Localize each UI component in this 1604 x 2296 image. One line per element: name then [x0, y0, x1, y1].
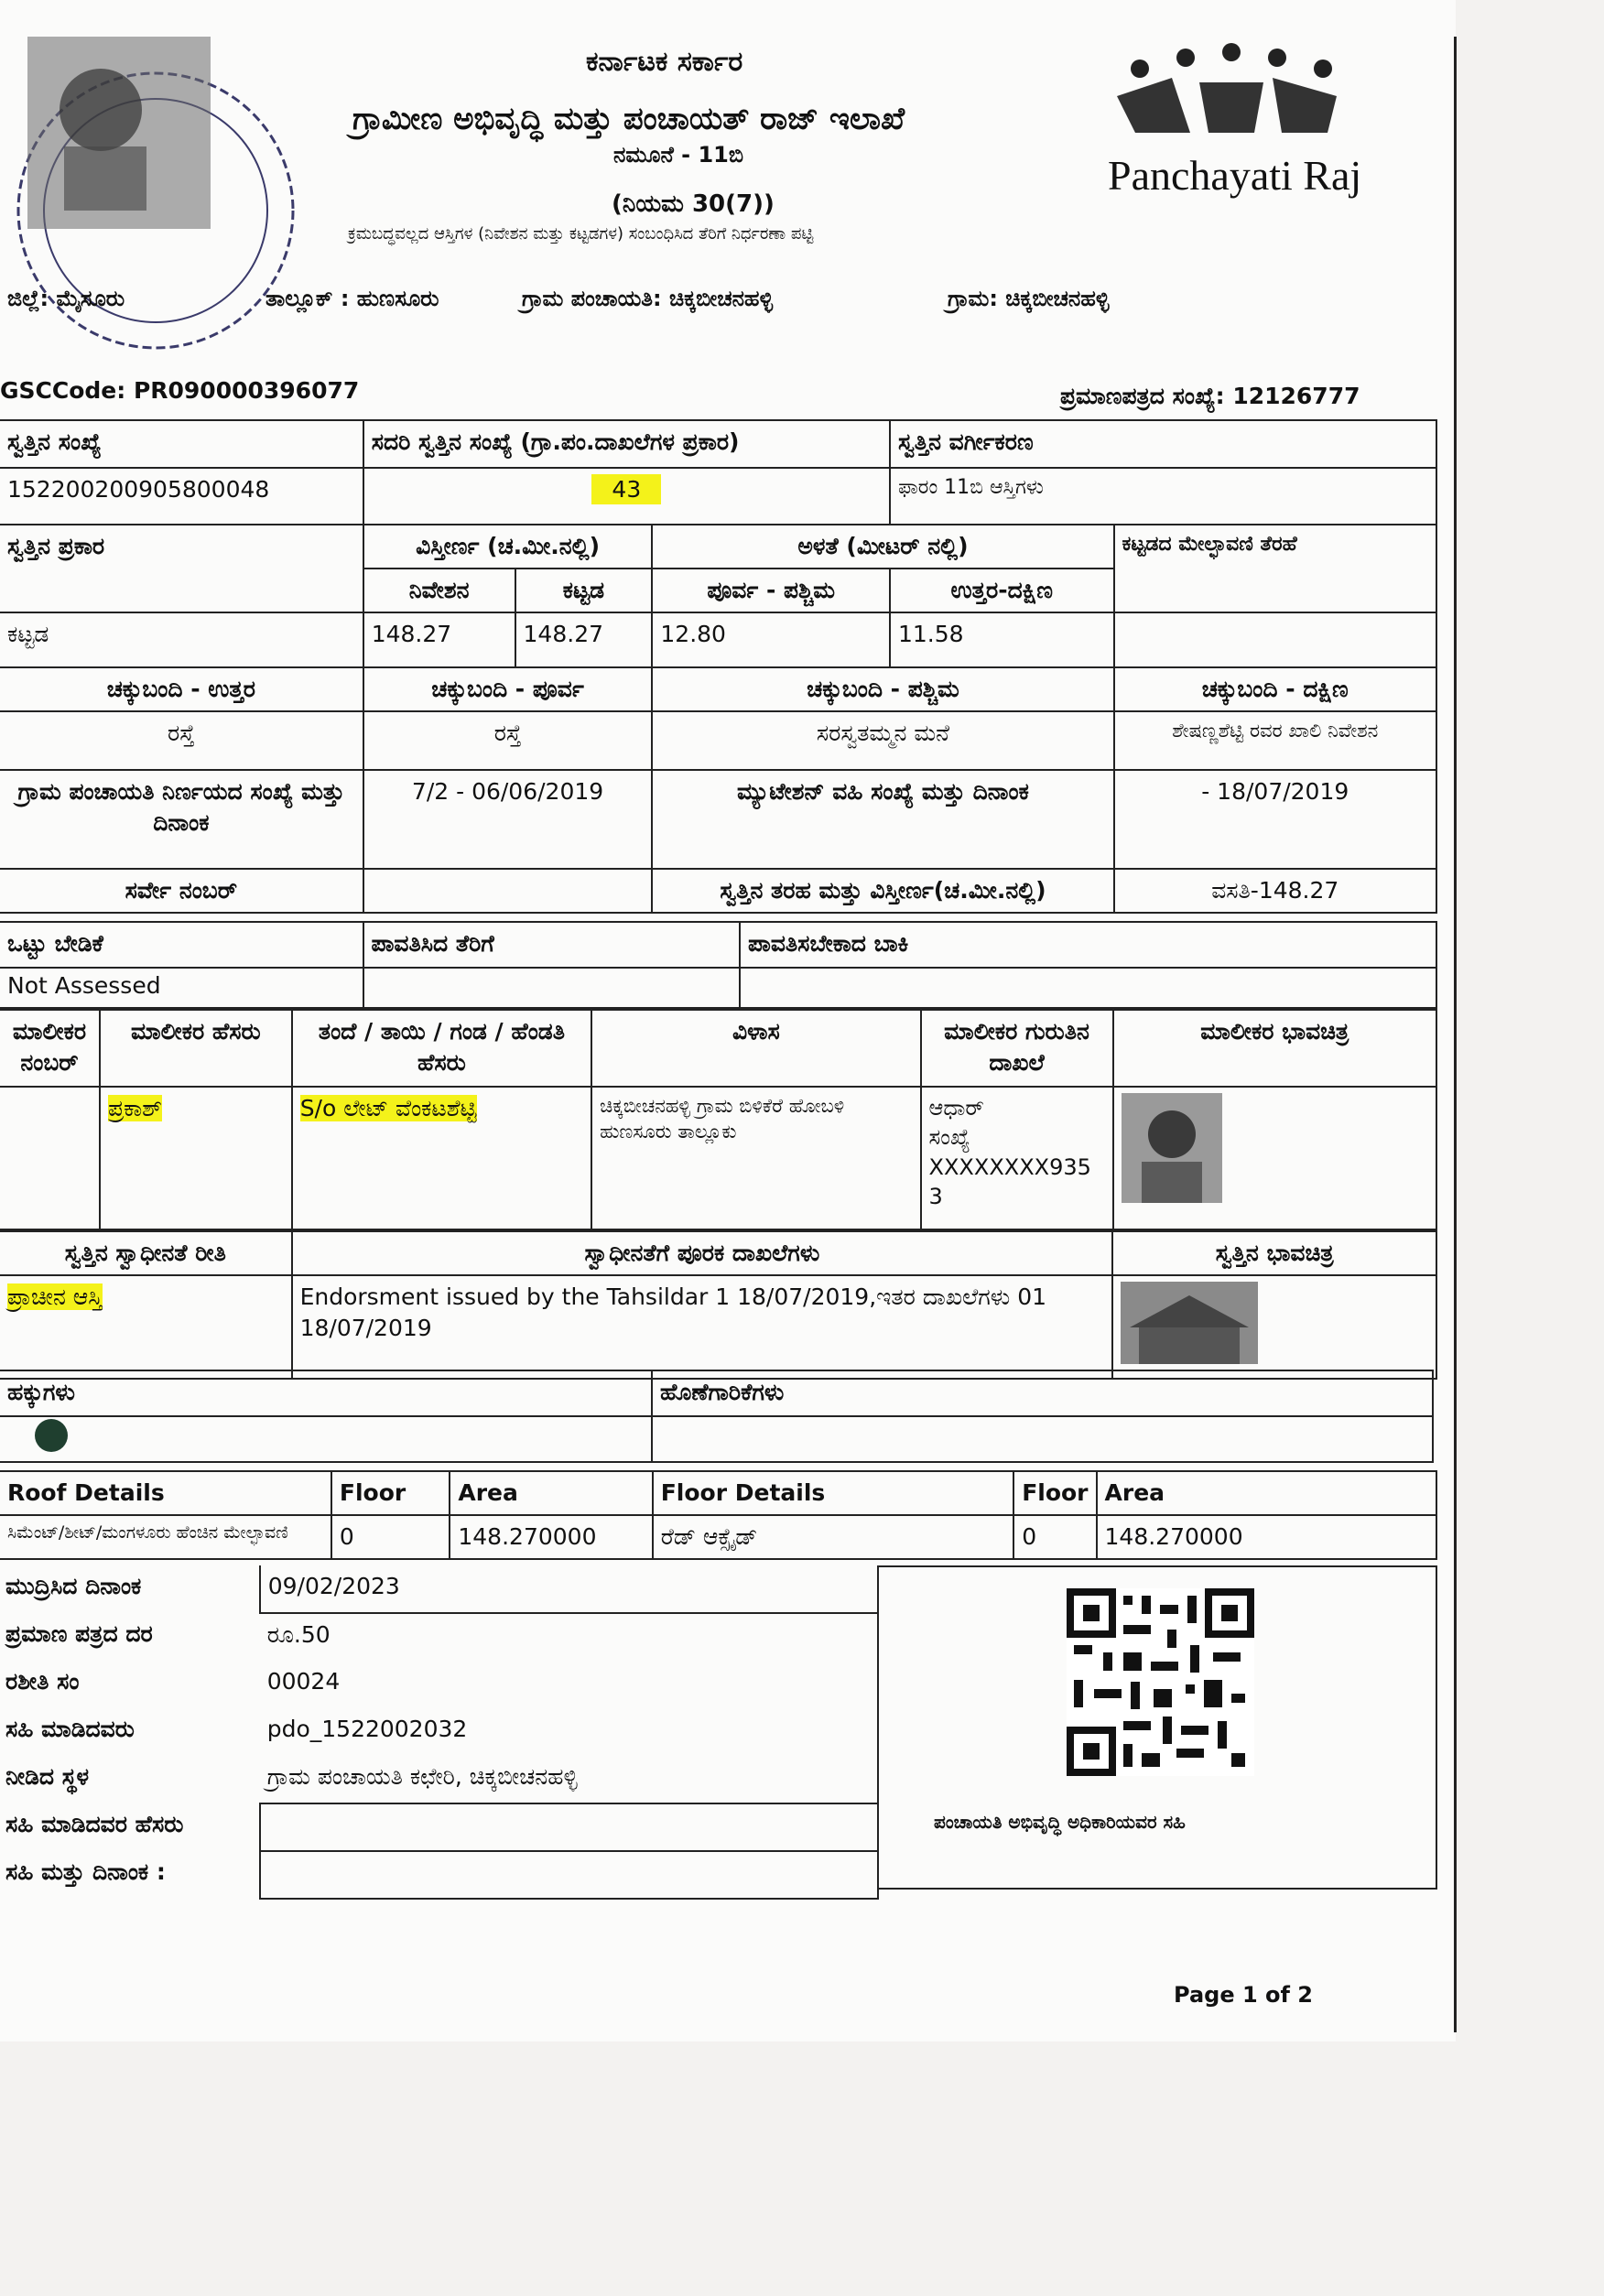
h-mutation: ಮ್ಯುಟೇಶನ್ ವಹಿ ಸಂಖ್ಯೆ ಮತ್ತು ದಿನಾಂಕ	[652, 770, 1113, 869]
page-number: Page 1 of 2	[1174, 1982, 1313, 2008]
h-area: ವಿಸ್ತೀರ್ಣ (ಚ.ಮೀ.ನಲ್ಲಿ)	[363, 525, 653, 569]
h-sign-date: ಸಹಿ ಮತ್ತು ದಿನಾಂಕ :	[5, 1858, 166, 1885]
h-liabilities: ಹೊಣೆಗಾರಿಕೆಗಳು	[652, 1370, 1433, 1416]
h-sadaru-no: ಸದರಿ ಸ್ವತ್ತಿನ ಸಂಖ್ಯೆ (ಗ್ರಾ.ಪಂ.ದಾಖಲೆಗಳ ಪ್ರಕಾರ)	[363, 420, 890, 468]
h-class: ಸ್ವತ್ತಿನ ವರ್ಗೀಕರಣ	[890, 420, 1436, 468]
gp-resolution: 7/2 - 06/06/2019	[363, 770, 653, 869]
ownership-docs-line1: Endorsment issued by the Tahsildar 1 18/07/2019,ಇತರ ದಾಖಲೆಗಳು 01	[299, 1283, 1047, 1310]
h-paid-tax: ಪಾವತಿಸಿದ ತೆರಿಗೆ	[363, 922, 740, 968]
owner-no	[0, 1087, 100, 1229]
h-gp-resolution: ಗ್ರಾಮ ಪಂಚಾಯತಿ ನಿರ್ಣಯದ ಸಂಖ್ಯೆ ಮತ್ತು ದಿನಾಂಕ	[0, 770, 363, 869]
boundary-north: ರಸ್ತೆ	[0, 711, 363, 770]
h-signer-name: ಸಹಿ ಮಾಡಿದವರ ಹೆಸರು	[5, 1811, 184, 1837]
boundary-west: ಸರಸ್ವತಮ್ಮನ ಮನೆ	[652, 711, 1113, 770]
issue-info-table	[0, 1565, 879, 1900]
h-owner-no: ಮಾಲೀಕರ ನಂಬರ್	[0, 1010, 100, 1087]
building-area: 148.27	[515, 612, 653, 667]
prop-class: ಫಾರಂ 11ಬಿ ಆಸ್ತಿಗಳು	[890, 468, 1436, 525]
paid-tax	[363, 968, 740, 1008]
ownership-table	[0, 1230, 1437, 1380]
h-survey: ಸರ್ವೇ ನಂಬರ್	[0, 869, 363, 913]
h-receipt: ರಶೀತಿ ಸಂ	[5, 1668, 80, 1695]
gsc-code: GSCCode: PR090000396077	[0, 377, 360, 404]
property-table	[0, 419, 1437, 914]
h-owner-name: ಮಾಲೀಕರ ಹೆಸರು	[100, 1010, 292, 1087]
h-total-demand: ಒಟ್ಟು ಬೇಡಿಕೆ	[0, 922, 363, 968]
certificate-number: ಪ್ರಮಾಣಪತ್ರದ ಸಂಖ್ಯೆ: 12126777	[1060, 383, 1360, 409]
mutation: - 18/07/2019	[1114, 770, 1436, 869]
owner-id-type: ಆಧಾರ್	[928, 1095, 984, 1121]
panchayati-raj-logo-icon	[1099, 41, 1364, 142]
issue-place: ಗ್ರಾಮ ಪಂಚಾಯತಿ ಕಛೇರಿ, ಚಿಕ್ಕಬೀಚನಹಳ್ಳಿ	[260, 1756, 878, 1803]
roof-floor: 0	[331, 1515, 450, 1559]
govt-title: ಕರ್ನಾಟಕ ಸರ್ಕಾರ	[586, 46, 743, 78]
owner-address: ಚಿಕ್ಕಬೀಚನಹಳ್ಳಿ ಗ್ರಾಮ ಬಿಳಿಕೆರೆ ಹೋಬಳಿ ಹುಣಸೂರು ತಾಲ್ಲೂಕು	[591, 1087, 920, 1229]
roof-type	[1114, 612, 1436, 667]
prop-type: ಕಟ್ಟಡ	[0, 612, 363, 667]
site-area: 148.27	[363, 612, 515, 667]
h-fee: ಪ್ರಮಾಣ ಪತ್ರದ ದರ	[5, 1620, 153, 1647]
fee: ರೂ.50	[266, 1621, 331, 1648]
ownership-docs-line2: 18/07/2019	[299, 1314, 432, 1341]
h-roof-area: Area	[450, 1471, 652, 1515]
ew-length: 12.80	[652, 612, 890, 667]
h-roof: ಕಟ್ಟಡದ ಮೇಲ್ಛಾವಣಿ ತೆರಹೆ	[1114, 525, 1436, 612]
h-boundary-east: ಚಕ್ಕುಬಂದಿ - ಪೂರ್ವ	[363, 667, 653, 711]
owner-name: ಪ್ರಕಾಶ್	[107, 1095, 162, 1121]
h-ownership-mode: ಸ್ವತ್ತಿನ ಸ್ವಾಧೀನತೆ ರೀತಿ	[0, 1231, 292, 1275]
owner-photo	[1122, 1093, 1222, 1203]
floor-detail: ರೆಡ್ ಆಕ್ಸೈಡ್	[653, 1515, 1013, 1559]
h-ns: ಉತ್ತರ-ದಕ್ಷಿಣ	[890, 569, 1114, 612]
form-number: ನಮೂನೆ - 11ಬಿ	[613, 142, 743, 168]
h-type-area: ಸ್ವತ್ತಿನ ತರಹ ಮತ್ತು ವಿಸ್ತೀರ್ಣ(ಚ.ಮೀ.ನಲ್ಲಿ)	[652, 869, 1113, 913]
signer-name	[260, 1803, 878, 1851]
roof-detail: ಸಿಮೆಂಟ್/ಶೀಟ್/ಮಂಗಳೂರು ಹೆಂಚಿನ ಮೇಲ್ಛಾವಣಿ	[0, 1515, 331, 1559]
owner-relation: S/o ಲೇಟ್ ವೆಂಕಟಶೆಟ್ಟಿ	[299, 1095, 477, 1121]
boundary-east: ರಸ್ತೆ	[363, 711, 653, 770]
h-site: ನಿವೇಶನ	[363, 569, 515, 612]
liabilities	[652, 1416, 1433, 1462]
taluk-label: ತಾಲ್ಲೂಕ್ : ಹುಣಸೂರು	[266, 286, 439, 311]
sign-date	[260, 1851, 878, 1899]
survey-no	[363, 869, 653, 913]
rights-table	[0, 1370, 1434, 1463]
ownership-mode: ಪ್ರಾಚೀನ ಆಸ್ತಿ	[7, 1283, 103, 1310]
dark-dot-mark	[35, 1419, 68, 1452]
owners-table	[0, 1009, 1437, 1230]
property-photo	[1121, 1282, 1258, 1364]
receipt-no: 00024	[266, 1668, 341, 1695]
prop-no: 152200200905800048	[0, 468, 363, 525]
owner-id-label: ಸಂಖ್ಯೆ	[928, 1124, 970, 1151]
h-print-date: ಮುದ್ರಿಸಿದ ದಿನಾಂಕ	[5, 1573, 142, 1599]
floor-area: 148.270000	[1097, 1515, 1436, 1559]
signed-by: pdo_1522002032	[266, 1716, 468, 1742]
table-row	[0, 1087, 1436, 1229]
h-floor-floor: Floor	[1013, 1471, 1096, 1515]
form-subtitle: ಕ್ರಮಬದ್ಧವಲ್ಲದ ಆಸ್ತಿಗಳ (ನಿವೇಶನ ಮತ್ತು ಕಟ್ಟಡಗಳ) ಸಂಬಂಧಿಸಿದ ತೆರಿಗೆ ನಿರ್ಧರಣಾ ಪಟ್ಟಿ	[348, 224, 814, 244]
owner-photo-cell	[1113, 1087, 1437, 1229]
district-label: ಜಿಲ್ಲೆ: ಮೈಸೂರು	[7, 286, 125, 311]
department-title: ಗ್ರಾಮೀಣ ಅಭಿವೃದ್ಧಿ ಮತ್ತು ಪಂಚಾಯತ್ ರಾಜ್ ಇಲಾಖೆ	[352, 101, 905, 137]
balance-due	[740, 968, 1436, 1008]
total-demand: Not Assessed	[0, 968, 363, 1008]
h-rights: ಹಕ್ಕುಗಳು	[0, 1370, 652, 1416]
roof-area: 148.270000	[450, 1515, 652, 1559]
h-owner-photo: ಮಾಲೀಕರ ಭಾವಚಿತ್ರ	[1113, 1010, 1437, 1087]
h-boundary-west: ಚಕ್ಕುಬಂದಿ - ಪಶ್ಚಿಮ	[652, 667, 1113, 711]
floor-floor: 0	[1013, 1515, 1096, 1559]
demand-table	[0, 921, 1437, 1009]
page-border	[1454, 37, 1457, 2032]
h-signed-by: ಸಹಿ ಮಾಡಿದವರು	[5, 1716, 135, 1742]
h-type: ಸ್ವತ್ತಿನ ಪ್ರಕಾರ	[0, 525, 363, 612]
gp-label: ಗ್ರಾಮ ಪಂಚಾಯತಿ: ಚಿಕ್ಕಬೀಚನಹಳ್ಳಿ	[522, 286, 774, 311]
ns-length: 11.58	[890, 612, 1114, 667]
h-ownership-docs: ಸ್ವಾಧೀನತೆಗೆ ಪೂರಕ ದಾಖಲೆಗಳು	[292, 1231, 1113, 1275]
h-floor-area: Area	[1097, 1471, 1436, 1515]
h-dims: ಅಳತೆ (ಮೀಟರ್ ನಲ್ಲಿ)	[652, 525, 1113, 569]
logo-text: Panchayati Raj	[1108, 152, 1362, 199]
h-boundary-north: ಚಕ್ಕುಬಂದಿ - ಉತ್ತರ	[0, 667, 363, 711]
h-ew: ಪೂರ್ವ - ಪಶ್ಚಿಮ	[652, 569, 890, 612]
h-issue-place: ನೀಡಿದ ಸ್ಥಳ	[5, 1763, 90, 1790]
print-date: 09/02/2023	[260, 1565, 878, 1613]
h-roof-details: Roof Details	[0, 1471, 331, 1515]
h-floor-details: Floor Details	[653, 1471, 1013, 1515]
h-prop-no: ಸ್ವತ್ತಿನ ಸಂಖ್ಯೆ	[0, 420, 363, 468]
village-label: ಗ್ರಾಮ: ಚಿಕ್ಕಬೀಚನಹಳ್ಳಿ	[948, 286, 1110, 311]
h-property-photo: ಸ್ವತ್ತಿನ ಭಾವಚಿತ್ರ	[1112, 1231, 1436, 1275]
h-roof-floor: Floor	[331, 1471, 450, 1515]
h-building: ಕಟ್ಟಡ	[515, 569, 653, 612]
qr-code	[1067, 1588, 1254, 1776]
h-balance-due: ಪಾವತಿಸಬೇಕಾದ ಬಾಕಿ	[740, 922, 1436, 968]
type-area: ವಸತಿ-148.27	[1114, 869, 1436, 913]
h-address: ವಿಳಾಸ	[591, 1010, 920, 1087]
rule-number: (ನಿಯಮ 30(7))	[612, 190, 775, 218]
h-relation: ತಂದೆ / ತಾಯಿ / ಗಂಡ / ಹೆಂಡತಿ ಹೆಸರು	[292, 1010, 591, 1087]
officer-signature-caption: ಪಂಚಾಯತಿ ಅಭಿವೃದ್ಧಿ ಅಧಿಕಾರಿಯವರ ಸಹಿ	[934, 1811, 1186, 1833]
owner-id-number: XXXXXXXX935	[928, 1153, 1091, 1180]
floors-table	[0, 1470, 1437, 1560]
sadaru-no: 43	[591, 474, 661, 504]
boundary-south: ಶೇಷಣ್ಣಶೆಟ್ಟಿ ರವರ ಖಾಲಿ ನಿವೇಶನ	[1114, 711, 1436, 770]
owner-id-number-end: 3	[928, 1184, 943, 1210]
rights	[0, 1416, 652, 1462]
h-owner-id: ಮಾಲೀಕರ ಗುರುತಿನ ದಾಖಲೆ	[921, 1010, 1113, 1087]
h-boundary-south: ಚಕ್ಕುಬಂದಿ - ದಕ್ಷಿಣ	[1114, 667, 1436, 711]
